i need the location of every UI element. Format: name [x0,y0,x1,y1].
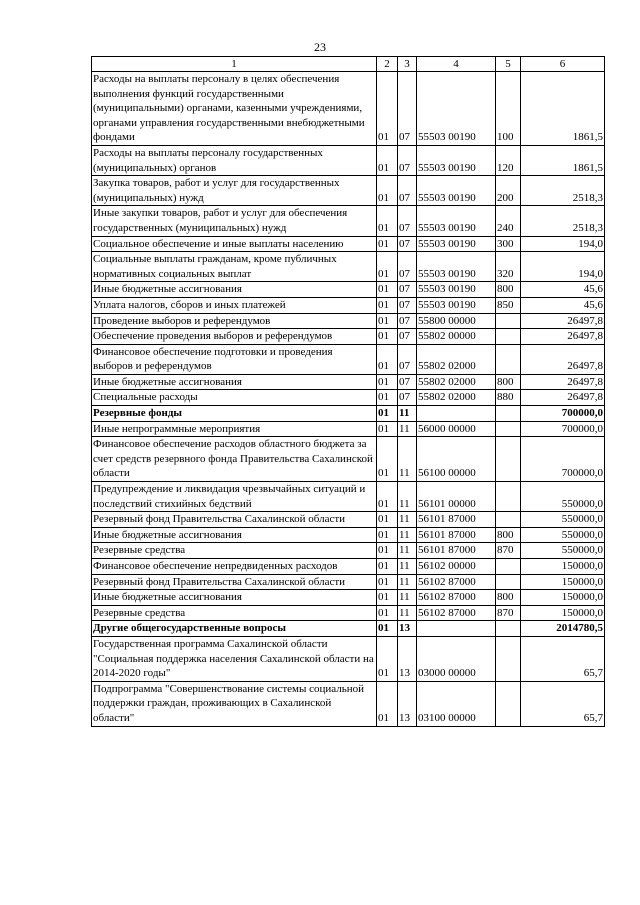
row-amount: 150000,0 [521,590,605,606]
row-target-article: 55503 00190 [417,252,496,282]
row-section: 01 [377,374,398,390]
row-name: Закупка товаров, работ и услуг для государственных (муниципальных) нужд [92,176,377,206]
row-name: Расходы на выплаты персоналу государственных (муниципальных) органов [92,145,377,175]
row-subsection: 07 [398,297,417,313]
table-row [92,543,605,559]
row-target-article: 55802 02000 [417,344,496,374]
row-section: 01 [377,297,398,313]
row-target-article: 55800 00000 [417,313,496,329]
row-name: Иные закупки товаров, работ и услуг для обеспечения государственных (муниципальных) нужд [92,206,377,236]
row-expense-type: 870 [496,605,521,621]
row-section: 01 [377,406,398,422]
table-row [92,390,605,406]
row-subsection: 07 [398,72,417,146]
row-name: Другие общегосударственные вопросы [92,621,377,637]
row-subsection: 11 [398,406,417,422]
table-row [92,605,605,621]
column-header-name: 1 [92,57,377,72]
row-subsection: 13 [398,621,417,637]
table-row [92,329,605,345]
row-amount: 2518,3 [521,176,605,206]
row-expense-type: 800 [496,282,521,298]
row-expense-type: 100 [496,72,521,146]
row-name: Социальные выплаты гражданам, кроме публичных нормативных социальных выплат [92,252,377,282]
row-amount: 150000,0 [521,559,605,575]
row-target-article: 56102 87000 [417,574,496,590]
table-row [92,559,605,575]
row-expense-type [496,512,521,528]
row-amount: 700000,0 [521,421,605,437]
row-target-article: 55503 00190 [417,72,496,146]
row-expense-type [496,437,521,482]
row-expense-type [496,482,521,512]
table-row [92,406,605,422]
row-expense-type [496,621,521,637]
row-subsection: 07 [398,252,417,282]
row-target-article: 03100 00000 [417,681,496,726]
row-amount: 26497,8 [521,344,605,374]
table-row [92,72,605,146]
row-section: 01 [377,574,398,590]
row-expense-type [496,574,521,590]
row-target-article: 55802 02000 [417,390,496,406]
row-subsection: 11 [398,559,417,575]
table-row [92,621,605,637]
row-amount: 1861,5 [521,72,605,146]
row-section: 01 [377,543,398,559]
row-amount: 2518,3 [521,206,605,236]
row-section: 01 [377,145,398,175]
row-target-article: 55802 02000 [417,374,496,390]
row-expense-type: 850 [496,297,521,313]
row-section: 01 [377,329,398,345]
row-name: Резервный фонд Правительства Сахалинской области [92,574,377,590]
column-header-subsection: 3 [398,57,417,72]
row-target-article: 55802 00000 [417,329,496,345]
row-amount: 700000,0 [521,406,605,422]
row-name: Резервные фонды [92,406,377,422]
row-expense-type [496,406,521,422]
row-expense-type [496,329,521,345]
row-section: 01 [377,282,398,298]
table-row [92,313,605,329]
row-amount: 26497,8 [521,390,605,406]
row-amount: 45,6 [521,297,605,313]
row-amount: 194,0 [521,236,605,252]
page-number: 23 [314,40,326,54]
row-subsection: 11 [398,421,417,437]
row-subsection: 07 [398,145,417,175]
row-subsection: 13 [398,636,417,681]
row-amount: 1861,5 [521,145,605,175]
row-amount: 700000,0 [521,437,605,482]
row-section: 01 [377,437,398,482]
row-name: Иные непрограммные мероприятия [92,421,377,437]
row-subsection: 07 [398,313,417,329]
row-name: Резервный фонд Правительства Сахалинской области [92,512,377,528]
row-name: Финансовое обеспечение непредвиденных расходов [92,559,377,575]
row-subsection: 13 [398,681,417,726]
row-subsection: 11 [398,543,417,559]
row-target-article: 55503 00190 [417,236,496,252]
table-row [92,344,605,374]
row-name: Уплата налогов, сборов и иных платежей [92,297,377,313]
row-expense-type: 800 [496,527,521,543]
row-name: Подпрограмма "Совершенствование системы социальной поддержки граждан, проживающих в Сахалинской области" [92,681,377,726]
row-target-article: 55503 00190 [417,145,496,175]
table-row [92,482,605,512]
row-name: Государственная программа Сахалинской области "Социальная поддержка населения Сахалинской области на 2014-2020 годы" [92,636,377,681]
column-header-target-article: 4 [417,57,496,72]
row-amount: 45,6 [521,282,605,298]
row-subsection: 11 [398,482,417,512]
row-amount: 26497,8 [521,329,605,345]
row-target-article [417,406,496,422]
row-section: 01 [377,621,398,637]
row-amount: 550000,0 [521,512,605,528]
table-row [92,206,605,236]
row-target-article: 56102 87000 [417,590,496,606]
row-expense-type [496,421,521,437]
row-section: 01 [377,605,398,621]
row-amount: 150000,0 [521,574,605,590]
row-target-article: 55503 00190 [417,206,496,236]
row-section: 01 [377,344,398,374]
row-name: Иные бюджетные ассигнования [92,282,377,298]
row-name: Резервные средства [92,605,377,621]
row-expense-type [496,681,521,726]
row-expense-type: 320 [496,252,521,282]
table-row [92,374,605,390]
row-target-article: 56100 00000 [417,437,496,482]
row-name: Финансовое обеспечение расходов областного бюджета за счет средств резервного фонда Правительства Сахалинской области [92,437,377,482]
column-header-amount: 6 [521,57,605,72]
row-section: 01 [377,206,398,236]
row-amount: 2014780,5 [521,621,605,637]
row-amount: 550000,0 [521,543,605,559]
row-section: 01 [377,72,398,146]
row-subsection: 11 [398,437,417,482]
table-row [92,574,605,590]
row-target-article: 55503 00190 [417,282,496,298]
row-name: Предупреждение и ликвидация чрезвычайных ситуаций и последствий стихийных бедствий [92,482,377,512]
table-row [92,176,605,206]
row-name: Обеспечение проведения выборов и референдумов [92,329,377,345]
row-section: 01 [377,512,398,528]
row-expense-type: 240 [496,206,521,236]
row-expense-type [496,636,521,681]
row-section: 01 [377,636,398,681]
row-amount: 550000,0 [521,527,605,543]
row-name: Специальные расходы [92,390,377,406]
table-body [92,72,605,727]
table-row [92,236,605,252]
row-target-article: 56101 87000 [417,543,496,559]
table-row [92,527,605,543]
row-name: Расходы на выплаты персоналу в целях обеспечения выполнения функций государственными (муниципальными) органами, казенными учреждениями, органами управления государственными внебюджетными фондами [92,72,377,146]
row-section: 01 [377,681,398,726]
row-expense-type [496,559,521,575]
row-subsection: 07 [398,206,417,236]
table-row [92,590,605,606]
row-target-article: 55503 00190 [417,297,496,313]
row-subsection: 07 [398,374,417,390]
table-row [92,512,605,528]
row-expense-type: 800 [496,590,521,606]
row-subsection: 11 [398,605,417,621]
row-expense-type [496,313,521,329]
row-name: Социальное обеспечение и иные выплаты населению [92,236,377,252]
row-name: Финансовое обеспечение подготовки и проведения выборов и референдумов [92,344,377,374]
row-section: 01 [377,421,398,437]
header-row [92,57,605,72]
row-amount: 194,0 [521,252,605,282]
row-subsection: 07 [398,344,417,374]
table-row [92,437,605,482]
table-row [92,297,605,313]
row-section: 01 [377,313,398,329]
row-target-article: 56102 87000 [417,605,496,621]
row-section: 01 [377,559,398,575]
row-section: 01 [377,527,398,543]
row-expense-type: 800 [496,374,521,390]
row-name: Резервные средства [92,543,377,559]
row-amount: 550000,0 [521,482,605,512]
row-amount: 65,7 [521,681,605,726]
row-subsection: 07 [398,390,417,406]
row-expense-type [496,344,521,374]
row-subsection: 11 [398,527,417,543]
row-subsection: 11 [398,512,417,528]
table-row [92,252,605,282]
table-row [92,421,605,437]
row-section: 01 [377,390,398,406]
row-expense-type: 870 [496,543,521,559]
row-expense-type: 120 [496,145,521,175]
row-target-article: 56000 00000 [417,421,496,437]
row-name: Проведение выборов и референдумов [92,313,377,329]
row-amount: 65,7 [521,636,605,681]
row-subsection: 11 [398,574,417,590]
row-amount: 26497,8 [521,313,605,329]
row-subsection: 07 [398,236,417,252]
row-section: 01 [377,236,398,252]
row-subsection: 07 [398,176,417,206]
row-section: 01 [377,176,398,206]
column-header-expense-type: 5 [496,57,521,72]
row-name: Иные бюджетные ассигнования [92,374,377,390]
row-subsection: 07 [398,282,417,298]
table-row [92,282,605,298]
row-target-article: 56101 00000 [417,482,496,512]
budget-table [91,56,605,727]
row-name: Иные бюджетные ассигнования [92,590,377,606]
table-row [92,681,605,726]
table-row [92,145,605,175]
row-target-article: 56102 00000 [417,559,496,575]
row-subsection: 07 [398,329,417,345]
row-subsection: 11 [398,590,417,606]
table-row [92,636,605,681]
row-section: 01 [377,482,398,512]
row-name: Иные бюджетные ассигнования [92,527,377,543]
row-target-article: 56101 87000 [417,527,496,543]
row-target-article: 03000 00000 [417,636,496,681]
row-target-article: 56101 87000 [417,512,496,528]
row-target-article [417,621,496,637]
row-target-article: 55503 00190 [417,176,496,206]
row-expense-type: 300 [496,236,521,252]
row-section: 01 [377,590,398,606]
row-section: 01 [377,252,398,282]
row-expense-type: 880 [496,390,521,406]
row-amount: 150000,0 [521,605,605,621]
row-amount: 26497,8 [521,374,605,390]
row-expense-type: 200 [496,176,521,206]
column-header-section: 2 [377,57,398,72]
